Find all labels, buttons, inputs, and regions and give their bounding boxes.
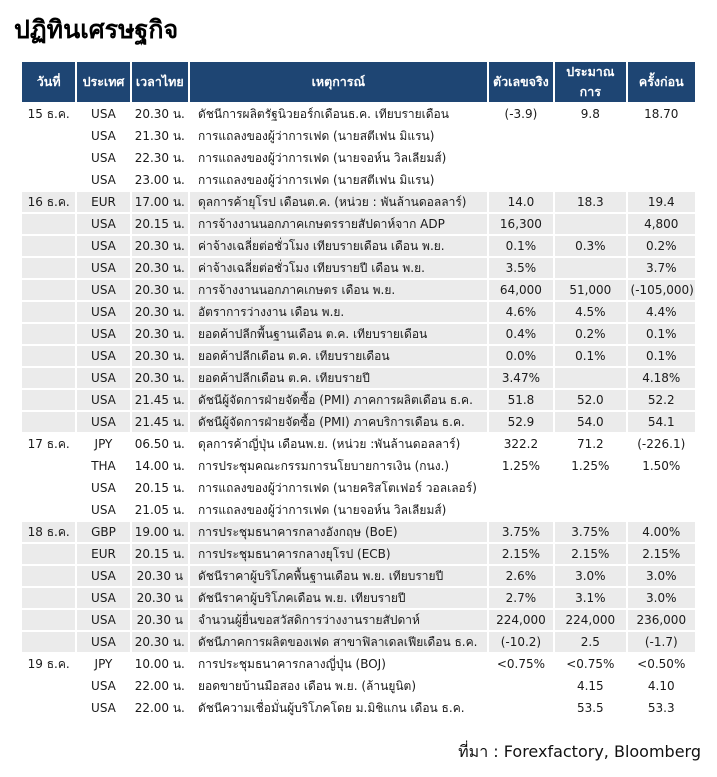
table-row xyxy=(22,478,695,498)
forecast-cell xyxy=(555,126,625,146)
date-cell xyxy=(22,676,75,696)
time-cell: 20.15 น. xyxy=(132,214,188,234)
country-cell: USA xyxy=(77,236,129,256)
date-cell xyxy=(22,148,75,168)
event-cell: ยอดค้าปลีกพื้นฐานเดือน ต.ค. เทียบรายเดือน xyxy=(190,324,487,344)
previous-cell: 19.4 xyxy=(628,192,695,212)
time-cell: 22.00 น. xyxy=(132,698,188,718)
previous-cell: 4,800 xyxy=(628,214,695,234)
country-cell: USA xyxy=(77,346,129,366)
event-cell: ค่าจ้างเฉลี่ยต่อชั่วโมง เทียบรายปี เดือน พ.ย. xyxy=(190,258,487,278)
date-cell xyxy=(22,588,75,608)
actual-cell xyxy=(489,698,553,718)
previous-cell: 3.0% xyxy=(628,588,695,608)
actual-cell: 224,000 xyxy=(489,610,553,630)
country-cell: JPY xyxy=(77,434,129,454)
date-cell xyxy=(22,566,75,586)
previous-cell: 52.2 xyxy=(628,390,695,410)
actual-cell: 0.0% xyxy=(489,346,553,366)
date-cell xyxy=(22,478,75,498)
event-cell: การแถลงของผู้ว่าการเฟด (นายสตีเฟน มิแรน) xyxy=(190,126,487,146)
forecast-cell xyxy=(555,170,625,190)
date-cell xyxy=(22,214,75,234)
event-cell: ดุลการค้ายุโรป เดือนต.ค. (หน่วย : พันล้านดอลลาร์) xyxy=(190,192,487,212)
previous-cell: 3.0% xyxy=(628,566,695,586)
actual-cell: (-3.9) xyxy=(489,104,553,124)
time-cell: 20.15 น. xyxy=(132,478,188,498)
event-cell: จำนวนผู้ยื่นขอสวัสดิการว่างงานรายสัปดาห์ xyxy=(190,610,487,630)
event-cell: การประชุมธนาคารกลางอังกฤษ (BoE) xyxy=(190,522,487,542)
event-cell: การประชุมคณะกรรมการนโยบายการเงิน (กนง.) xyxy=(190,456,487,476)
actual-cell: 64,000 xyxy=(489,280,553,300)
date-cell xyxy=(22,236,75,256)
time-cell: 14.00 น. xyxy=(132,456,188,476)
table-row xyxy=(22,148,695,168)
table-header-cell-col-previous: ครั้งก่อน xyxy=(628,62,695,102)
previous-cell: (-1.7) xyxy=(628,632,695,652)
forecast-cell xyxy=(555,478,625,498)
event-cell: ดัชนีราคาผู้บริโภคเดือน พ.ย. เทียบรายปี xyxy=(190,588,487,608)
time-cell: 17.00 น. xyxy=(132,192,188,212)
time-cell: 10.00 น. xyxy=(132,654,188,674)
country-cell: USA xyxy=(77,588,129,608)
forecast-cell: 54.0 xyxy=(555,412,625,432)
actual-cell: 0.4% xyxy=(489,324,553,344)
event-cell: การแถลงของผู้ว่าการเฟด (นายจอห์น วิลเลียมส์) xyxy=(190,148,487,168)
table-row xyxy=(22,456,695,476)
table-row xyxy=(22,368,695,388)
time-cell: 21.05 น. xyxy=(132,500,188,520)
previous-cell: 1.50% xyxy=(628,456,695,476)
country-cell: USA xyxy=(77,126,129,146)
previous-cell: 3.7% xyxy=(628,258,695,278)
time-cell: 20.30 น xyxy=(132,566,188,586)
table-row xyxy=(22,544,695,564)
table-header-row xyxy=(22,62,695,102)
time-cell: 20.30 น xyxy=(132,610,188,630)
previous-cell: 0.1% xyxy=(628,346,695,366)
date-cell xyxy=(22,346,75,366)
date-cell: 16 ธ.ค. xyxy=(22,192,75,212)
forecast-cell: 9.8 xyxy=(555,104,625,124)
country-cell: USA xyxy=(77,566,129,586)
date-cell: 19 ธ.ค. xyxy=(22,654,75,674)
country-cell: USA xyxy=(77,280,129,300)
table-row xyxy=(22,698,695,718)
actual-cell: 3.5% xyxy=(489,258,553,278)
page-title: ปฏิทินเศรษฐกิจ xyxy=(14,15,179,44)
event-cell: การแถลงของผู้ว่าการเฟด (นายจอห์น วิลเลียมส์) xyxy=(190,500,487,520)
date-cell xyxy=(22,324,75,344)
actual-cell: 2.6% xyxy=(489,566,553,586)
time-cell: 20.15 น. xyxy=(132,544,188,564)
actual-cell: 14.0 xyxy=(489,192,553,212)
actual-cell: 16,300 xyxy=(489,214,553,234)
forecast-cell xyxy=(555,500,625,520)
event-cell: ดัชนีผู้จัดการฝ่ายจัดซื้อ (PMI) ภาคบริการเดือน ธ.ค. xyxy=(190,412,487,432)
table-row xyxy=(22,324,695,344)
date-cell: 15 ธ.ค. xyxy=(22,104,75,124)
forecast-cell: 18.3 xyxy=(555,192,625,212)
event-cell: ดัชนีความเชื่อมั่นผู้บริโภคโดย ม.มิชิแกน เดือน ธ.ค. xyxy=(190,698,487,718)
country-cell: USA xyxy=(77,676,129,696)
event-cell: ยอดขายบ้านมือสอง เดือน พ.ย. (ล้านยูนิต) xyxy=(190,676,487,696)
forecast-cell: 3.75% xyxy=(555,522,625,542)
forecast-cell xyxy=(555,258,625,278)
table-header-cell-col-forecast: ประมาณการ xyxy=(555,62,625,102)
country-cell: USA xyxy=(77,258,129,278)
previous-cell: 4.4% xyxy=(628,302,695,322)
country-cell: GBP xyxy=(77,522,129,542)
table-header-cell-col-actual: ตัวเลขจริง xyxy=(489,62,553,102)
previous-cell: (-226.1) xyxy=(628,434,695,454)
actual-cell: 0.1% xyxy=(489,236,553,256)
table-row xyxy=(22,654,695,674)
date-cell xyxy=(22,258,75,278)
country-cell: USA xyxy=(77,412,129,432)
table-row xyxy=(22,214,695,234)
table-row xyxy=(22,500,695,520)
event-cell: ค่าจ้างเฉลี่ยต่อชั่วโมง เทียบรายเดือน เดือน พ.ย. xyxy=(190,236,487,256)
table-row xyxy=(22,346,695,366)
table-header-cell-col-event: เหตุการณ์ xyxy=(190,62,487,102)
country-cell: USA xyxy=(77,632,129,652)
table-row xyxy=(22,610,695,630)
time-cell: 21.45 น. xyxy=(132,412,188,432)
forecast-cell: 1.25% xyxy=(555,456,625,476)
previous-cell: <0.50% xyxy=(628,654,695,674)
time-cell: 06.50 น. xyxy=(132,434,188,454)
forecast-cell: 4.5% xyxy=(555,302,625,322)
previous-cell: 18.70 xyxy=(628,104,695,124)
previous-cell: 2.15% xyxy=(628,544,695,564)
event-cell: การจ้างงานนอกภาคเกษตรรายสัปดาห์จาก ADP xyxy=(190,214,487,234)
forecast-cell: 53.5 xyxy=(555,698,625,718)
forecast-cell: 51,000 xyxy=(555,280,625,300)
table-row xyxy=(22,566,695,586)
time-cell: 20.30 น. xyxy=(132,236,188,256)
previous-cell: 4.00% xyxy=(628,522,695,542)
date-cell xyxy=(22,302,75,322)
date-cell xyxy=(22,632,75,652)
actual-cell: 3.47% xyxy=(489,368,553,388)
forecast-cell: <0.75% xyxy=(555,654,625,674)
table-row xyxy=(22,170,695,190)
country-cell: USA xyxy=(77,104,129,124)
forecast-cell: 52.0 xyxy=(555,390,625,410)
date-cell xyxy=(22,544,75,564)
table-header-cell-col-date: วันที่ xyxy=(22,62,75,102)
table-row xyxy=(22,126,695,146)
actual-cell: 1.25% xyxy=(489,456,553,476)
actual-cell xyxy=(489,148,553,168)
forecast-cell: 224,000 xyxy=(555,610,625,630)
source-note: ที่มา : Forexfactory, Bloomberg xyxy=(458,742,701,761)
country-cell: USA xyxy=(77,148,129,168)
country-cell: USA xyxy=(77,390,129,410)
date-cell xyxy=(22,698,75,718)
time-cell: 20.30 น. xyxy=(132,368,188,388)
country-cell: USA xyxy=(77,698,129,718)
previous-cell: 0.2% xyxy=(628,236,695,256)
time-cell: 21.30 น. xyxy=(132,126,188,146)
date-cell xyxy=(22,368,75,388)
forecast-cell: 3.1% xyxy=(555,588,625,608)
event-cell: การแถลงของผู้ว่าการเฟด (นายคริสโตเฟอร์ วอลเลอร์) xyxy=(190,478,487,498)
time-cell: 20.30 น. xyxy=(132,302,188,322)
forecast-cell xyxy=(555,214,625,234)
table-body xyxy=(22,104,695,718)
forecast-cell: 4.15 xyxy=(555,676,625,696)
forecast-cell: 2.15% xyxy=(555,544,625,564)
event-cell: การแถลงของผู้ว่าการเฟด (นายสตีเฟน มิแรน) xyxy=(190,170,487,190)
previous-cell xyxy=(628,148,695,168)
table-header-cell-col-country: ประเทศ xyxy=(77,62,129,102)
forecast-cell xyxy=(555,148,625,168)
previous-cell xyxy=(628,126,695,146)
forecast-cell: 0.2% xyxy=(555,324,625,344)
table-row xyxy=(22,676,695,696)
country-cell: JPY xyxy=(77,654,129,674)
previous-cell xyxy=(628,478,695,498)
economic-calendar-table xyxy=(20,60,697,720)
forecast-cell: 0.3% xyxy=(555,236,625,256)
country-cell: USA xyxy=(77,610,129,630)
country-cell: USA xyxy=(77,478,129,498)
actual-cell: 3.75% xyxy=(489,522,553,542)
previous-cell: 0.1% xyxy=(628,324,695,344)
time-cell: 22.30 น. xyxy=(132,148,188,168)
table-header-cell-col-time: เวลาไทย xyxy=(132,62,188,102)
actual-cell xyxy=(489,500,553,520)
previous-cell: 4.10 xyxy=(628,676,695,696)
date-cell xyxy=(22,126,75,146)
event-cell: การประชุมธนาคารกลางญี่ปุ่น (BOJ) xyxy=(190,654,487,674)
country-cell: USA xyxy=(77,324,129,344)
actual-cell: 52.9 xyxy=(489,412,553,432)
previous-cell: 4.18% xyxy=(628,368,695,388)
table-row xyxy=(22,280,695,300)
country-cell: USA xyxy=(77,170,129,190)
table-row xyxy=(22,258,695,278)
previous-cell: 53.3 xyxy=(628,698,695,718)
forecast-cell: 2.5 xyxy=(555,632,625,652)
table-row xyxy=(22,588,695,608)
table-row xyxy=(22,412,695,432)
table-row xyxy=(22,434,695,454)
forecast-cell: 71.2 xyxy=(555,434,625,454)
event-cell: ยอดค้าปลีกเดือน ต.ค. เทียบรายปี xyxy=(190,368,487,388)
actual-cell xyxy=(489,126,553,146)
country-cell: USA xyxy=(77,368,129,388)
previous-cell: 236,000 xyxy=(628,610,695,630)
previous-cell: (-105,000) xyxy=(628,280,695,300)
actual-cell: 51.8 xyxy=(489,390,553,410)
time-cell: 20.30 น. xyxy=(132,258,188,278)
time-cell: 20.30 น. xyxy=(132,280,188,300)
event-cell: ดัชนีการผลิตรัฐนิวยอร์กเดือนธ.ค. เทียบรายเดือน xyxy=(190,104,487,124)
time-cell: 20.30 น. xyxy=(132,346,188,366)
event-cell: ดุลการค้าญี่ปุ่น เดือนพ.ย. (หน่วย :พันล้านดอลลาร์) xyxy=(190,434,487,454)
event-cell: การจ้างงานนอกภาคเกษตร เดือน พ.ย. xyxy=(190,280,487,300)
time-cell: 21.45 น. xyxy=(132,390,188,410)
time-cell: 23.00 น. xyxy=(132,170,188,190)
actual-cell: 322.2 xyxy=(489,434,553,454)
previous-cell: 54.1 xyxy=(628,412,695,432)
time-cell: 20.30 น. xyxy=(132,104,188,124)
actual-cell: (-10.2) xyxy=(489,632,553,652)
table-row xyxy=(22,632,695,652)
time-cell: 19.00 น. xyxy=(132,522,188,542)
country-cell: USA xyxy=(77,500,129,520)
time-cell: 22.00 น. xyxy=(132,676,188,696)
table-row xyxy=(22,302,695,322)
table-header xyxy=(22,62,695,102)
event-cell: อัตราการว่างงาน เดือน พ.ย. xyxy=(190,302,487,322)
country-cell: USA xyxy=(77,214,129,234)
date-cell xyxy=(22,390,75,410)
time-cell: 20.30 น xyxy=(132,588,188,608)
previous-cell xyxy=(628,500,695,520)
date-cell xyxy=(22,412,75,432)
table-row xyxy=(22,104,695,124)
table-row xyxy=(22,390,695,410)
date-cell xyxy=(22,170,75,190)
forecast-cell: 3.0% xyxy=(555,566,625,586)
country-cell: USA xyxy=(77,302,129,322)
country-cell: EUR xyxy=(77,544,129,564)
event-cell: ยอดค้าปลีกเดือน ต.ค. เทียบรายเดือน xyxy=(190,346,487,366)
event-cell: ดัชนีภาคการผลิตของเฟด สาขาฟิลาเดลเฟียเดือน ธ.ค. xyxy=(190,632,487,652)
actual-cell xyxy=(489,170,553,190)
actual-cell: 4.6% xyxy=(489,302,553,322)
date-cell: 18 ธ.ค. xyxy=(22,522,75,542)
time-cell: 20.30 น. xyxy=(132,632,188,652)
table-row xyxy=(22,192,695,212)
actual-cell: <0.75% xyxy=(489,654,553,674)
forecast-cell xyxy=(555,368,625,388)
event-cell: ดัชนีผู้จัดการฝ่ายจัดซื้อ (PMI) ภาคการผลิตเดือน ธ.ค. xyxy=(190,390,487,410)
date-cell xyxy=(22,500,75,520)
date-cell xyxy=(22,280,75,300)
actual-cell: 2.15% xyxy=(489,544,553,564)
actual-cell: 2.7% xyxy=(489,588,553,608)
previous-cell xyxy=(628,170,695,190)
date-cell: 17 ธ.ค. xyxy=(22,434,75,454)
table-row xyxy=(22,236,695,256)
country-cell: THA xyxy=(77,456,129,476)
time-cell: 20.30 น. xyxy=(132,324,188,344)
event-cell: ดัชนีราคาผู้บริโภคพื้นฐานเดือน พ.ย. เทียบรายปี xyxy=(190,566,487,586)
event-cell: การประชุมธนาคารกลางยุโรป (ECB) xyxy=(190,544,487,564)
country-cell: EUR xyxy=(77,192,129,212)
table-row xyxy=(22,522,695,542)
actual-cell xyxy=(489,676,553,696)
date-cell xyxy=(22,456,75,476)
actual-cell xyxy=(489,478,553,498)
forecast-cell: 0.1% xyxy=(555,346,625,366)
date-cell xyxy=(22,610,75,630)
